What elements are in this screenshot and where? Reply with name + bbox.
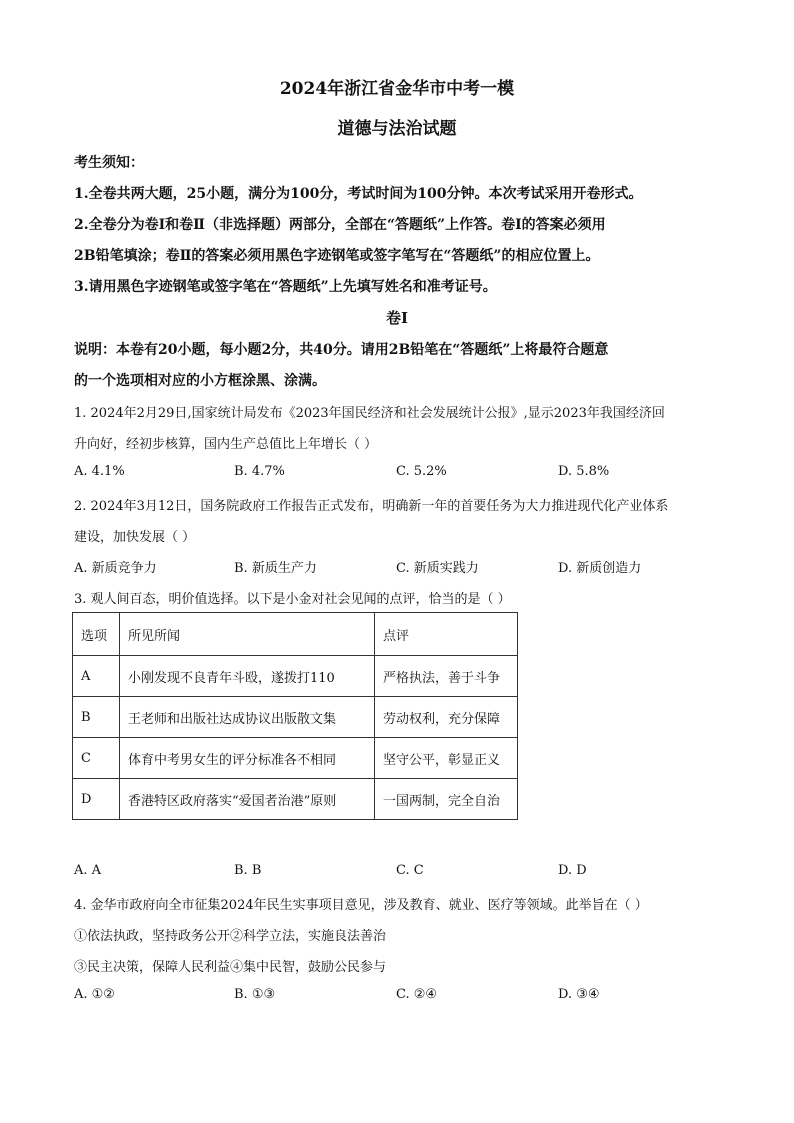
table-header-row bbox=[73, 613, 518, 656]
table-cell-event: 香港特区政府落实“爱国者治港”原则 bbox=[120, 779, 375, 820]
table-cell-comment: 一国两制，完全自治 bbox=[375, 779, 518, 820]
q4-option-c: C. ②④ bbox=[396, 987, 438, 1002]
q3-option-d: D. D bbox=[558, 863, 587, 878]
table-header-option: 选项 bbox=[73, 613, 120, 656]
q3-table bbox=[72, 612, 518, 820]
q1-option-d: D. 5.8% bbox=[558, 464, 610, 479]
q4-option-a: A. ①② bbox=[74, 987, 115, 1002]
table-cell-comment: 劳动权利，充分保障 bbox=[375, 697, 518, 738]
section-desc-line2: 的一个选项相对应的小方框涂黑、涂满。 bbox=[74, 373, 326, 389]
q1-option-c: C. 5.2% bbox=[396, 464, 447, 479]
section-title: 卷Ⅰ bbox=[385, 309, 409, 327]
notice-item-2: 2.全卷分为卷Ⅰ和卷Ⅱ（非选择题）两部分，全部在“答题纸”上作答。卷Ⅰ的答案必须用 bbox=[74, 217, 606, 233]
table-cell-option: C bbox=[73, 738, 120, 779]
q4-stem-line2: ①依法执政，坚持政务公开②科学立法，实施良法善治 bbox=[74, 929, 387, 944]
q1-option-a: A. 4.1% bbox=[74, 464, 125, 479]
notice-heading: 考生须知： bbox=[74, 155, 144, 171]
table-cell-event: 小刚发现不良青年斗殴，遂拨打110 bbox=[120, 656, 375, 697]
q1-stem-line2: 升向好，经初步核算，国内生产总值比上年增长（ ） bbox=[74, 437, 378, 452]
q2-option-d: D. 新质创造力 bbox=[558, 561, 642, 576]
q3-stem: 3. 观人间百态，明价值选择。以下是小金对社会见闻的点评，恰当的是（ ） bbox=[74, 592, 511, 607]
table-row bbox=[73, 779, 518, 820]
exam-title: 2024年浙江省金华市中考一模 bbox=[279, 79, 515, 99]
q1-stem-line1: 1. 2024年2月29日,国家统计局发布《2023年国民经济和社会发展统计公报》,显示2023年我国经济回 bbox=[74, 406, 665, 421]
table-cell-comment: 坚守公平，彰显正义 bbox=[375, 738, 518, 779]
q4-option-d: D. ③④ bbox=[558, 987, 600, 1002]
table-row bbox=[73, 656, 518, 697]
q1-option-b: B. 4.7% bbox=[234, 464, 285, 479]
section-desc-line1: 说明：本卷有20小题，每小题2分，共40分。请用2B铅笔在“答题纸”上将最符合题意 bbox=[74, 342, 609, 358]
q2-stem-line2: 建设，加快发展（ ） bbox=[74, 530, 196, 545]
q3-option-c: C. C bbox=[396, 863, 424, 878]
table-cell-option: D bbox=[73, 779, 120, 820]
q3-option-a: A. A bbox=[74, 863, 102, 878]
q2-option-a: A. 新质竞争力 bbox=[74, 561, 157, 576]
q4-stem-line1: 4. 金华市政府向全市征集2024年民生实事项目意见，涉及教育、就业、医疗等领域。此举旨在（ ） bbox=[74, 898, 648, 913]
notice-item-1: 1.全卷共两大题，25小题，满分为100分，考试时间为100分钟。本次考试采用开卷形式。 bbox=[74, 186, 643, 202]
q4-option-b: B. ①③ bbox=[234, 987, 276, 1002]
notice-item-3: 3.请用黑色字迹钢笔或签字笔在“答题纸”上先填写姓名和准考证号。 bbox=[74, 279, 497, 295]
exam-subtitle: 道德与法治试题 bbox=[337, 119, 457, 139]
notice-item-2-cont: 2B铅笔填涂；卷Ⅱ的答案必须用黑色字迹钢笔或签字笔写在“答题纸”的相应位置上。 bbox=[74, 248, 600, 264]
table-row bbox=[73, 697, 518, 738]
table-row bbox=[73, 738, 518, 779]
q2-stem-line1: 2. 2024年3月12日，国务院政府工作报告正式发布，明确新一年的首要任务为大力推进现代化产业体系 bbox=[74, 499, 669, 514]
table-cell-event: 体育中考男女生的评分标准各不相同 bbox=[120, 738, 375, 779]
q4-stem-line3: ③民主决策，保障人民利益④集中民智，鼓励公民参与 bbox=[74, 960, 387, 975]
table-cell-option: A bbox=[73, 656, 120, 697]
table-header-event: 所见所闻 bbox=[120, 613, 375, 656]
table-cell-option: B bbox=[73, 697, 120, 738]
table-cell-comment: 严格执法，善于斗争 bbox=[375, 656, 518, 697]
table-header-comment: 点评 bbox=[375, 613, 518, 656]
table-cell-event: 王老师和出版社达成协议出版散文集 bbox=[120, 697, 375, 738]
q3-option-b: B. B bbox=[234, 863, 262, 878]
q2-option-b: B. 新质生产力 bbox=[234, 561, 317, 576]
q2-option-c: C. 新质实践力 bbox=[396, 561, 479, 576]
